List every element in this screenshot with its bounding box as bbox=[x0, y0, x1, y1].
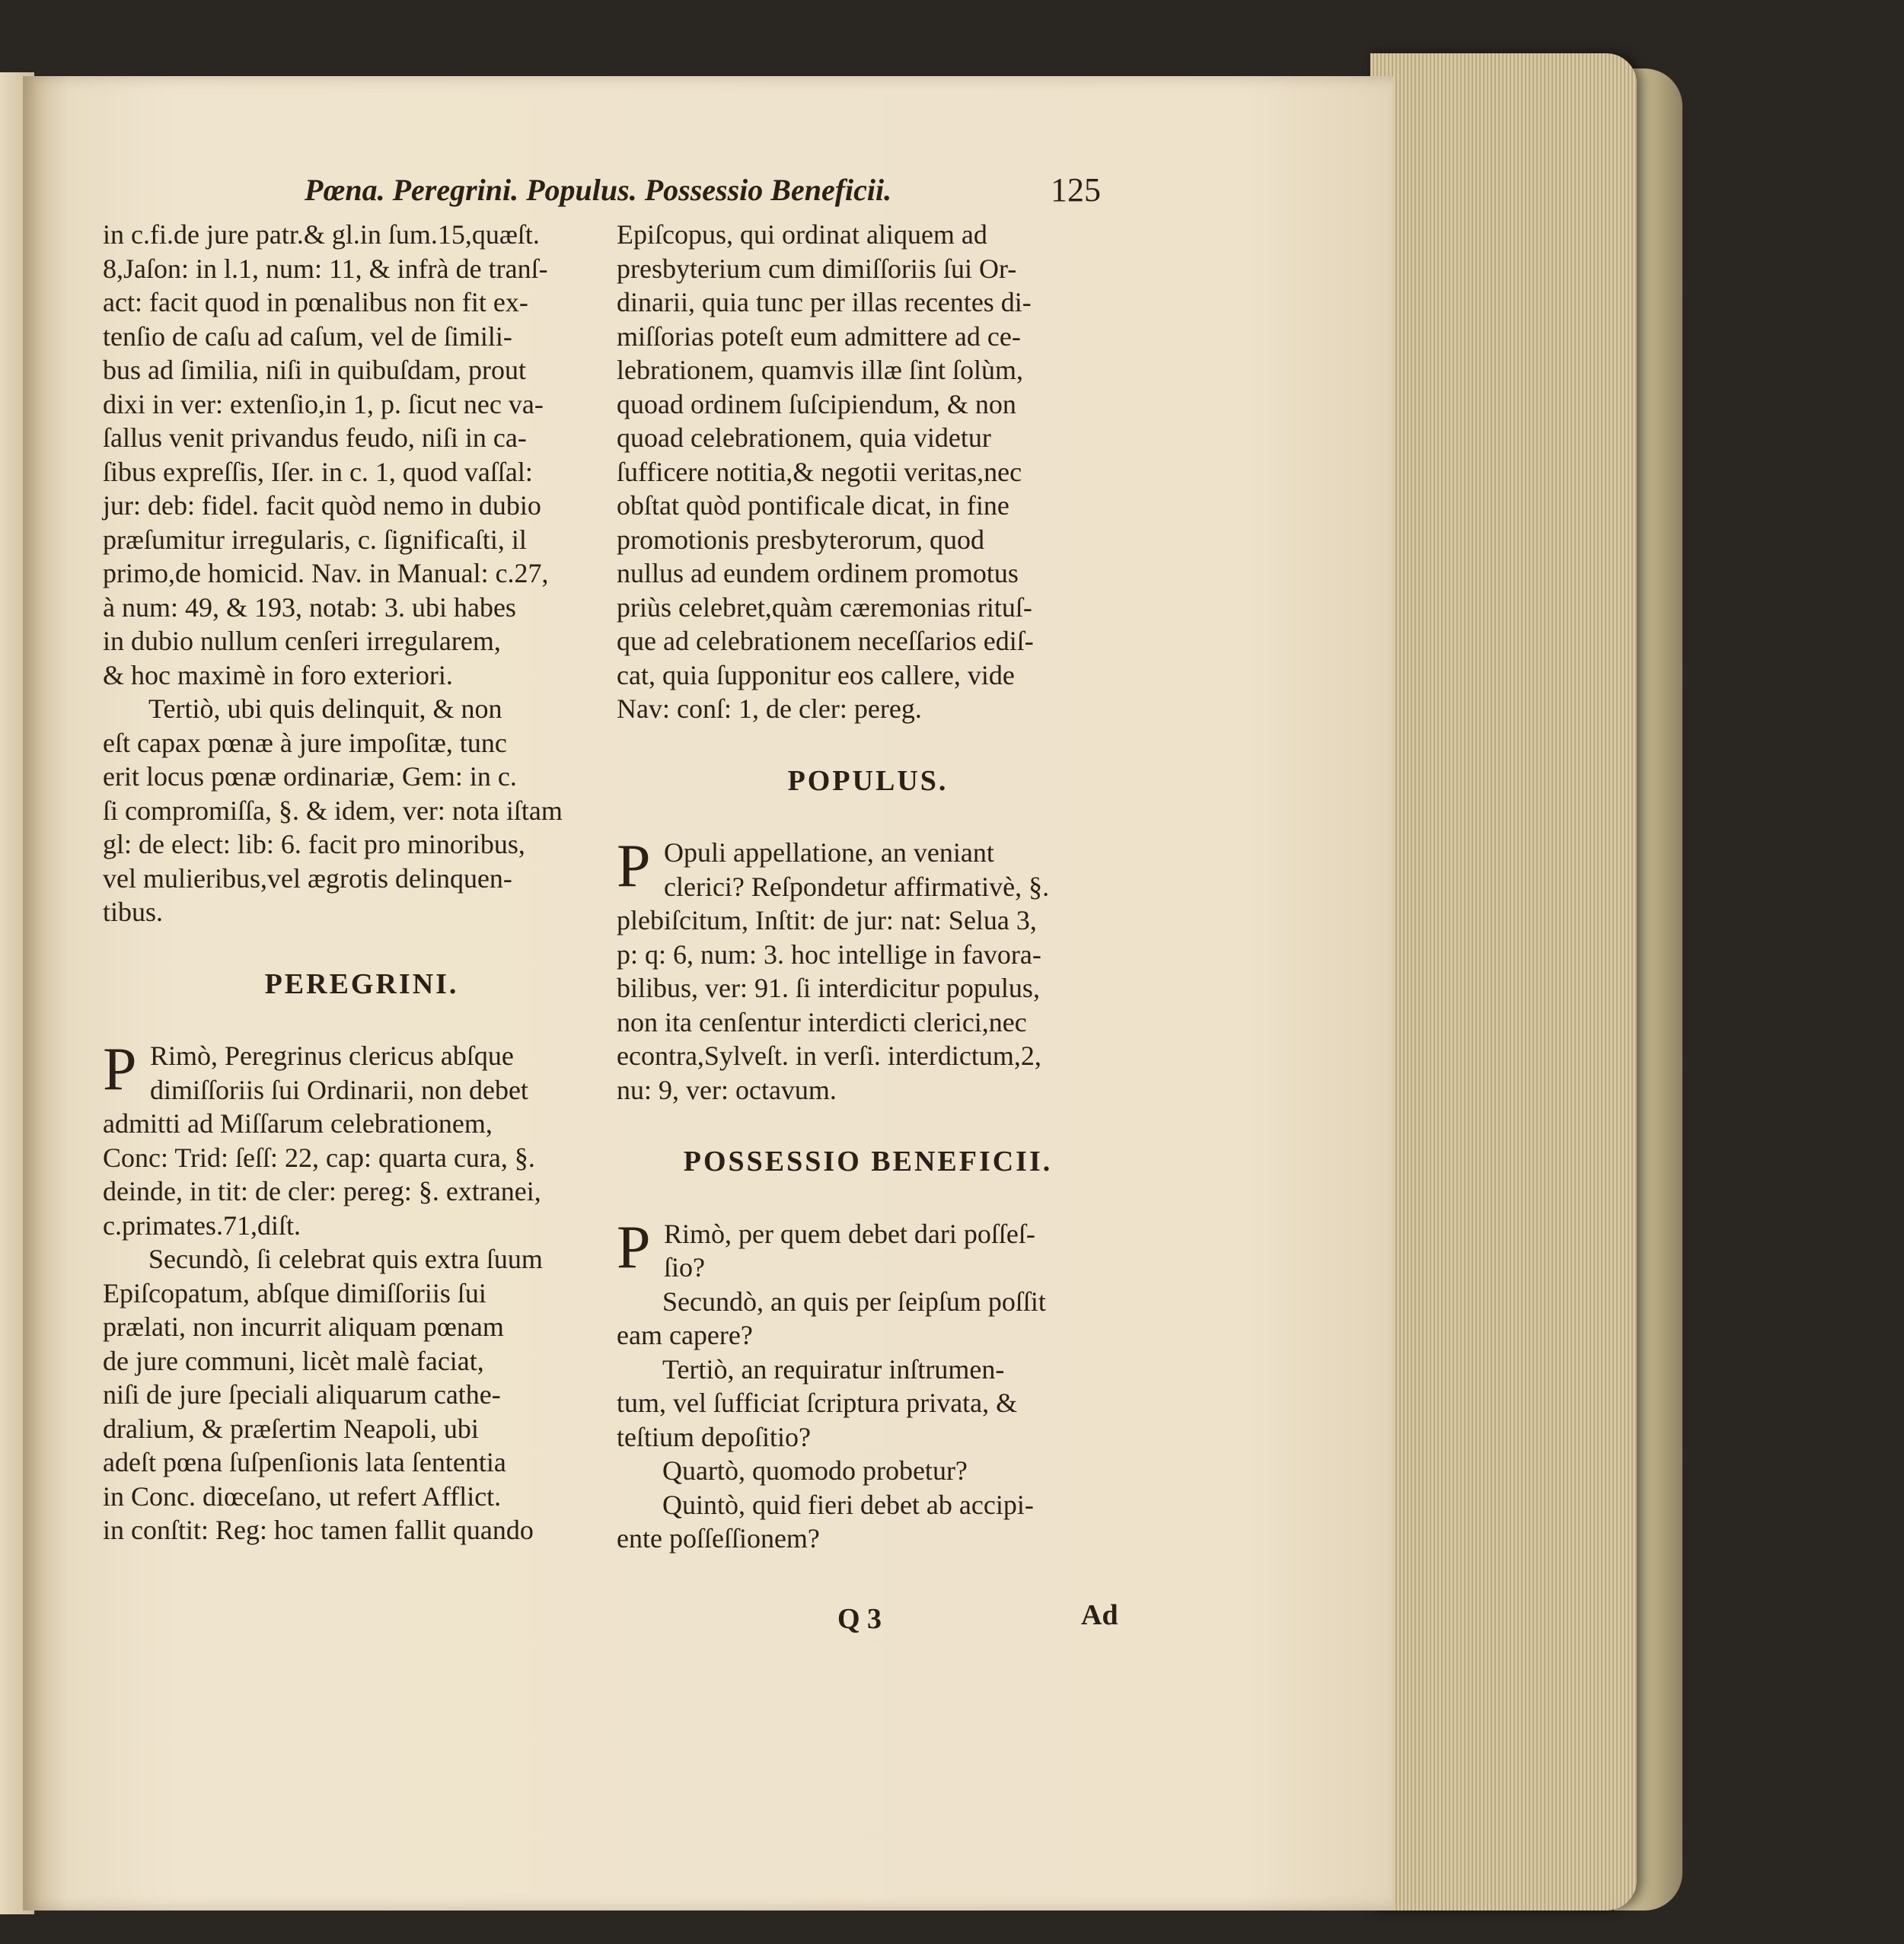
text-line: teſtium depoſitio? bbox=[617, 1421, 811, 1452]
text-line: que ad celebrationem neceſſarios ediſ- bbox=[617, 626, 1034, 656]
text-line: in Conc. diœceſano, ut refert Afflict. bbox=[103, 1480, 502, 1512]
text-line: & hoc maximè in foro exteriori. bbox=[103, 659, 453, 690]
text-line: quoad ordinem ſuſcipiendum, & non bbox=[617, 388, 1016, 419]
text-line: jur: deb: fidel. facit quòd nemo in dubio bbox=[103, 490, 541, 521]
paragraph-primo bbox=[103, 1036, 620, 1242]
text-line: Rimò, per quem debet dari poſſeſ- bbox=[664, 1218, 1035, 1249]
text-line: niſi de jure ſpeciali aliquarum cathe- bbox=[103, 1379, 501, 1410]
text-line: Quintò, quid fieri debet ab accipi- bbox=[662, 1489, 1034, 1520]
text-line: ente poſſeſſionem? bbox=[617, 1523, 820, 1554]
text-line: dralium, & præſertim Neapoli, ubi bbox=[103, 1413, 479, 1444]
text-line: prælati, non incurrit aliquam pœnam bbox=[103, 1311, 504, 1342]
text-line: Opuli appellatione, an veniant bbox=[664, 837, 994, 868]
text-line: 8,Jaſon: in l.1, num: 11, & infrà de tranſ- bbox=[103, 253, 548, 284]
text-line: deinde, in tit: de cler: pereg: §. extranei, bbox=[103, 1176, 541, 1206]
text-line: Epiſcopatum, abſque dimiſſoriis ſui bbox=[103, 1277, 486, 1308]
text-line: ſio? bbox=[664, 1252, 705, 1283]
text-line: lebrationem, quamvis illæ ſint ſolùm, bbox=[617, 355, 1023, 385]
text-line: primo,de homicid. Nav. in Manual: c.27, bbox=[103, 558, 549, 588]
text-line: act: facit quod in pœnalibus non fit ex- bbox=[103, 287, 528, 317]
text-line: Rimò, Peregrinus clericus abſque bbox=[150, 1041, 514, 1071]
text-line: tibus. bbox=[103, 897, 164, 927]
text-line: erit locus pœnæ ordinariæ, Gem: in c. bbox=[103, 761, 517, 792]
text-line: præſumitur irregularis, c. ſignificaſti, il bbox=[103, 524, 527, 555]
text-line: tenſio de caſu ad caſum, vel de ſimili- bbox=[103, 320, 512, 352]
right-column bbox=[617, 218, 1119, 1556]
drop-cap: P bbox=[617, 1213, 651, 1281]
text-line: ſi compromiſſa, §. & idem, ver: nota iſtam bbox=[103, 795, 563, 826]
left-column bbox=[103, 218, 620, 1547]
text-line: cat, quia ſupponitur eos callere, vide bbox=[617, 659, 1015, 690]
text-line: Conc: Trid: ſeſſ: 22, cap: quarta cura, §. bbox=[103, 1142, 535, 1173]
text-line: vel mulieribus,vel ægrotis delinquen- bbox=[103, 862, 512, 894]
text-line: presbyterium cum dimiſſoriis ſui Or- bbox=[617, 253, 1017, 284]
text-line: eam capere? bbox=[617, 1320, 753, 1350]
text-line: dimiſſoriis ſui Ordinarii, non debet bbox=[150, 1074, 528, 1105]
text-line: Tertiò, ubi quis delinquit, & non bbox=[148, 693, 502, 724]
paragraph-episcopus bbox=[617, 218, 1119, 726]
text-line: gl: de elect: lib: 6. facit pro minoribus, bbox=[103, 829, 525, 859]
text-line: de jure communi, licèt malè faciat, bbox=[103, 1345, 484, 1376]
text-line: eſt capax pœnæ à jure impoſitæ, tunc bbox=[103, 727, 507, 758]
text-line: à num: 49, & 193, notab: 3. ubi habes bbox=[103, 591, 516, 623]
text-line: tum, vel ſufficiat ſcriptura privata, & bbox=[617, 1388, 1018, 1418]
text-line: adeſt pœna ſuſpenſionis lata ſententia bbox=[103, 1447, 506, 1477]
drop-cap: P bbox=[617, 833, 651, 900]
text-line: Secundò, an quis per ſeipſum poſſit bbox=[662, 1286, 1046, 1317]
signature-mark: Q 3 bbox=[837, 1603, 882, 1635]
paragraph-possessio bbox=[617, 1213, 1119, 1556]
text-line: in c.fi.de jure patr.& gl.in ſum.15,quæſt. bbox=[103, 219, 540, 250]
paragraph-tertio bbox=[103, 692, 620, 929]
running-title: Pœna. Peregrini. Populus. Possessio Beneficii. bbox=[305, 173, 892, 207]
text-line: priùs celebret,quàm cæremonias rituſ- bbox=[617, 591, 1032, 623]
text-line: Nav: conſ: 1, de cler: pereg. bbox=[617, 693, 922, 724]
text-line: dixi in ver: extenſio,in 1, p. ſicut nec va- bbox=[103, 388, 544, 419]
text-line: non ita cenſentur interdicti clerici,nec bbox=[617, 1006, 1027, 1037]
paragraph-populi bbox=[617, 833, 1119, 1107]
text-line: dinarii, quia tunc per illas recentes di- bbox=[617, 287, 1032, 317]
section-heading-possessio: POSSESSIO BENEFICII. bbox=[683, 1146, 1053, 1178]
text-line: p: q: 6, num: 3. hoc intellige in favora- bbox=[617, 939, 1041, 970]
text-line: in dubio nullum cenſeri irregularem, bbox=[103, 626, 501, 656]
text-line: ſibus expreſſis, Iſer. in c. 1, quod vaſſal: bbox=[103, 456, 533, 487]
text-line: quoad celebrationem, quia videtur bbox=[617, 422, 991, 453]
text-line: admitti ad Miſſarum celebrationem, bbox=[103, 1108, 493, 1139]
text-line: clerici? Reſpondetur affirmativè, §. bbox=[664, 871, 1050, 902]
paragraph-continuation bbox=[103, 218, 620, 692]
text-line: Secundò, ſi celebrat quis extra ſuum bbox=[148, 1244, 543, 1274]
text-line: miſſorias poteſt eum admittere ad ce- bbox=[617, 320, 1021, 352]
drop-cap: P bbox=[103, 1036, 137, 1103]
text-line: promotionis presbyterorum, quod bbox=[617, 524, 984, 555]
text-line: Epiſcopus, qui ordinat aliquem ad bbox=[617, 219, 987, 250]
section-heading-populus: POPULUS. bbox=[787, 764, 949, 797]
page-block-edge bbox=[1370, 53, 1637, 1911]
text-line: ſallus venit privandus feudo, niſi in ca- bbox=[103, 422, 527, 453]
page-number: 125 bbox=[1051, 171, 1101, 209]
text-line: nullus ad eundem ordinem promotus bbox=[617, 558, 1019, 588]
catchword: Ad bbox=[1081, 1599, 1118, 1631]
text-line: bilibus, ver: 91. ſi interdicitur populus, bbox=[617, 973, 1040, 1003]
text-line: econtra,Sylveſt. in verſi. interdictum,2, bbox=[617, 1041, 1041, 1071]
text-line: ſufficere notitia,& negotii veritas,nec bbox=[617, 456, 1022, 487]
text-line: plebiſcitum, Inſtit: de jur: nat: Selua 3, bbox=[617, 905, 1037, 935]
text-line: Quartò, quomodo probetur? bbox=[662, 1455, 968, 1486]
text-line: in conſtit: Reg: hoc tamen fallit quando bbox=[103, 1515, 534, 1545]
text-line: obſtat quòd pontificale dicat, in fine bbox=[617, 490, 1009, 521]
text-line: Tertiò, an requiratur inſtrumen- bbox=[662, 1353, 1005, 1385]
text-line: bus ad ſimilia, niſi in quibuſdam, prout bbox=[103, 355, 526, 385]
text-line: c.primates.71,diſt. bbox=[103, 1209, 301, 1241]
text-line: nu: 9, ver: octavum. bbox=[617, 1074, 837, 1105]
section-heading-peregrini: PEREGRINI. bbox=[264, 967, 459, 1000]
paragraph-secundo bbox=[103, 1242, 620, 1547]
